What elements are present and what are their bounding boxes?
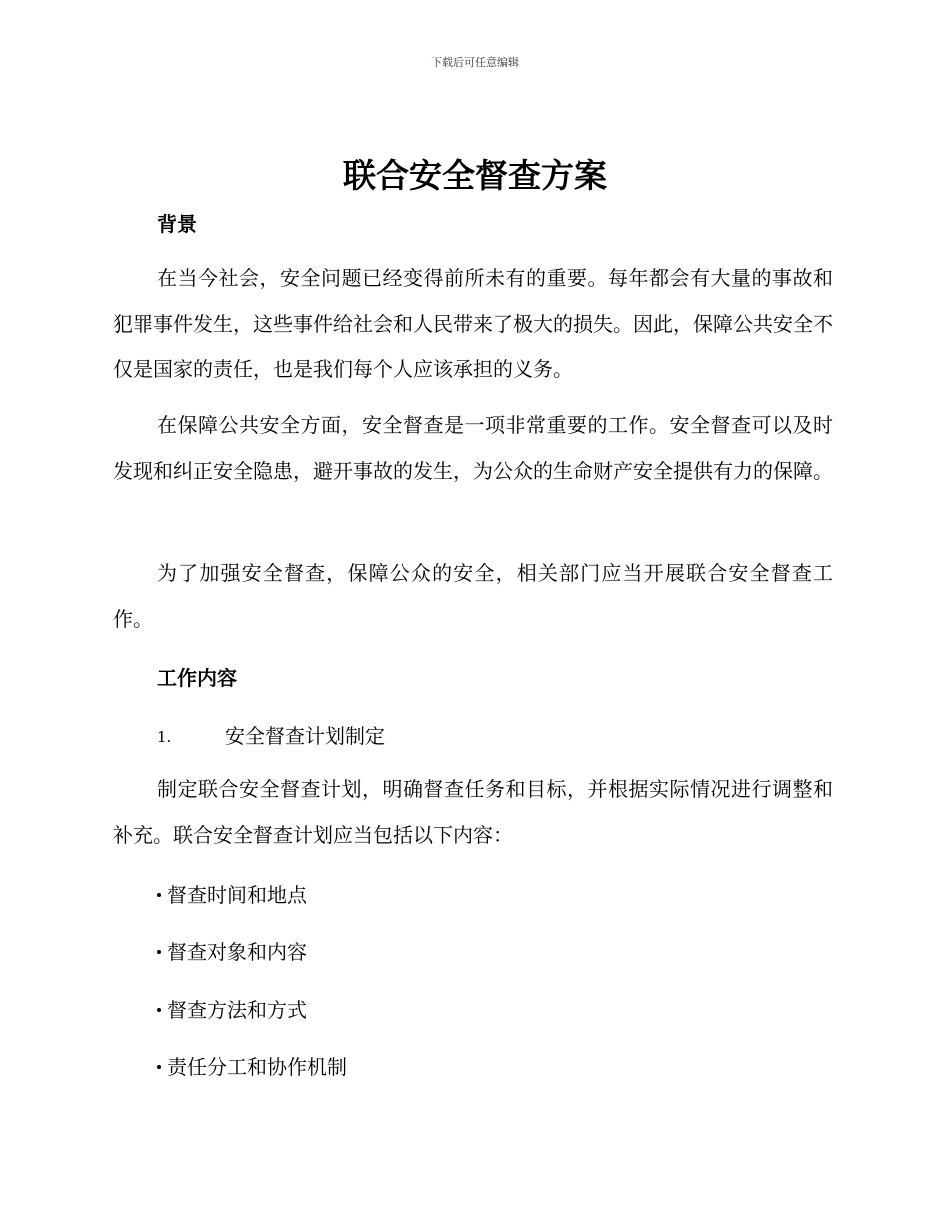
bullet-item [157, 1051, 347, 1080]
bullet-text: 督查方法和方式 [167, 998, 307, 1022]
item-label: 安全督查计划制定 [225, 724, 385, 748]
bullet-item [157, 936, 307, 965]
item-number: 1. [157, 728, 172, 746]
bullet-dot-icon [157, 1065, 161, 1069]
numbered-item-1 [157, 720, 385, 749]
paragraph-3: 为了加强安全督查，保障公众的安全，相关部门应当开展联合安全督查工作。 [113, 561, 833, 631]
section-heading-work: 工作内容 [157, 666, 237, 690]
bullet-item [157, 879, 307, 908]
bullet-dot-icon [157, 1008, 161, 1012]
bullet-dot-icon [157, 950, 161, 954]
paragraph-2: 在保障公共安全方面，安全督查是一项非常重要的工作。安全督查可以及时发现和纠正安全隐患，避开事故的发生，为公众的生命财产安全提供有力的保障。 [113, 413, 833, 483]
bullet-text: 督查对象和内容 [167, 940, 307, 964]
bullet-item [157, 994, 307, 1023]
bullet-text: 责任分工和协作机制 [167, 1055, 347, 1079]
bullet-dot-icon [157, 893, 161, 897]
section-heading-background: 背景 [157, 212, 197, 236]
bullet-text: 督查时间和地点 [167, 883, 307, 907]
paragraph-4: 制定联合安全督查计划，明确督查任务和目标，并根据实际情况进行调整和补充。联合安全督查计划应当包括以下内容： [113, 777, 833, 847]
header-note: 下载后可任意编辑 [431, 56, 519, 69]
paragraph-1: 在当今社会，安全问题已经变得前所未有的重要。每年都会有大量的事故和犯罪事件发生，这些事件给社会和人民带来了极大的损失。因此，保障公共安全不仅是国家的责任，也是我们每个人应该承担的义务。 [113, 266, 833, 381]
document-title: 联合安全督查方案 [343, 156, 607, 195]
